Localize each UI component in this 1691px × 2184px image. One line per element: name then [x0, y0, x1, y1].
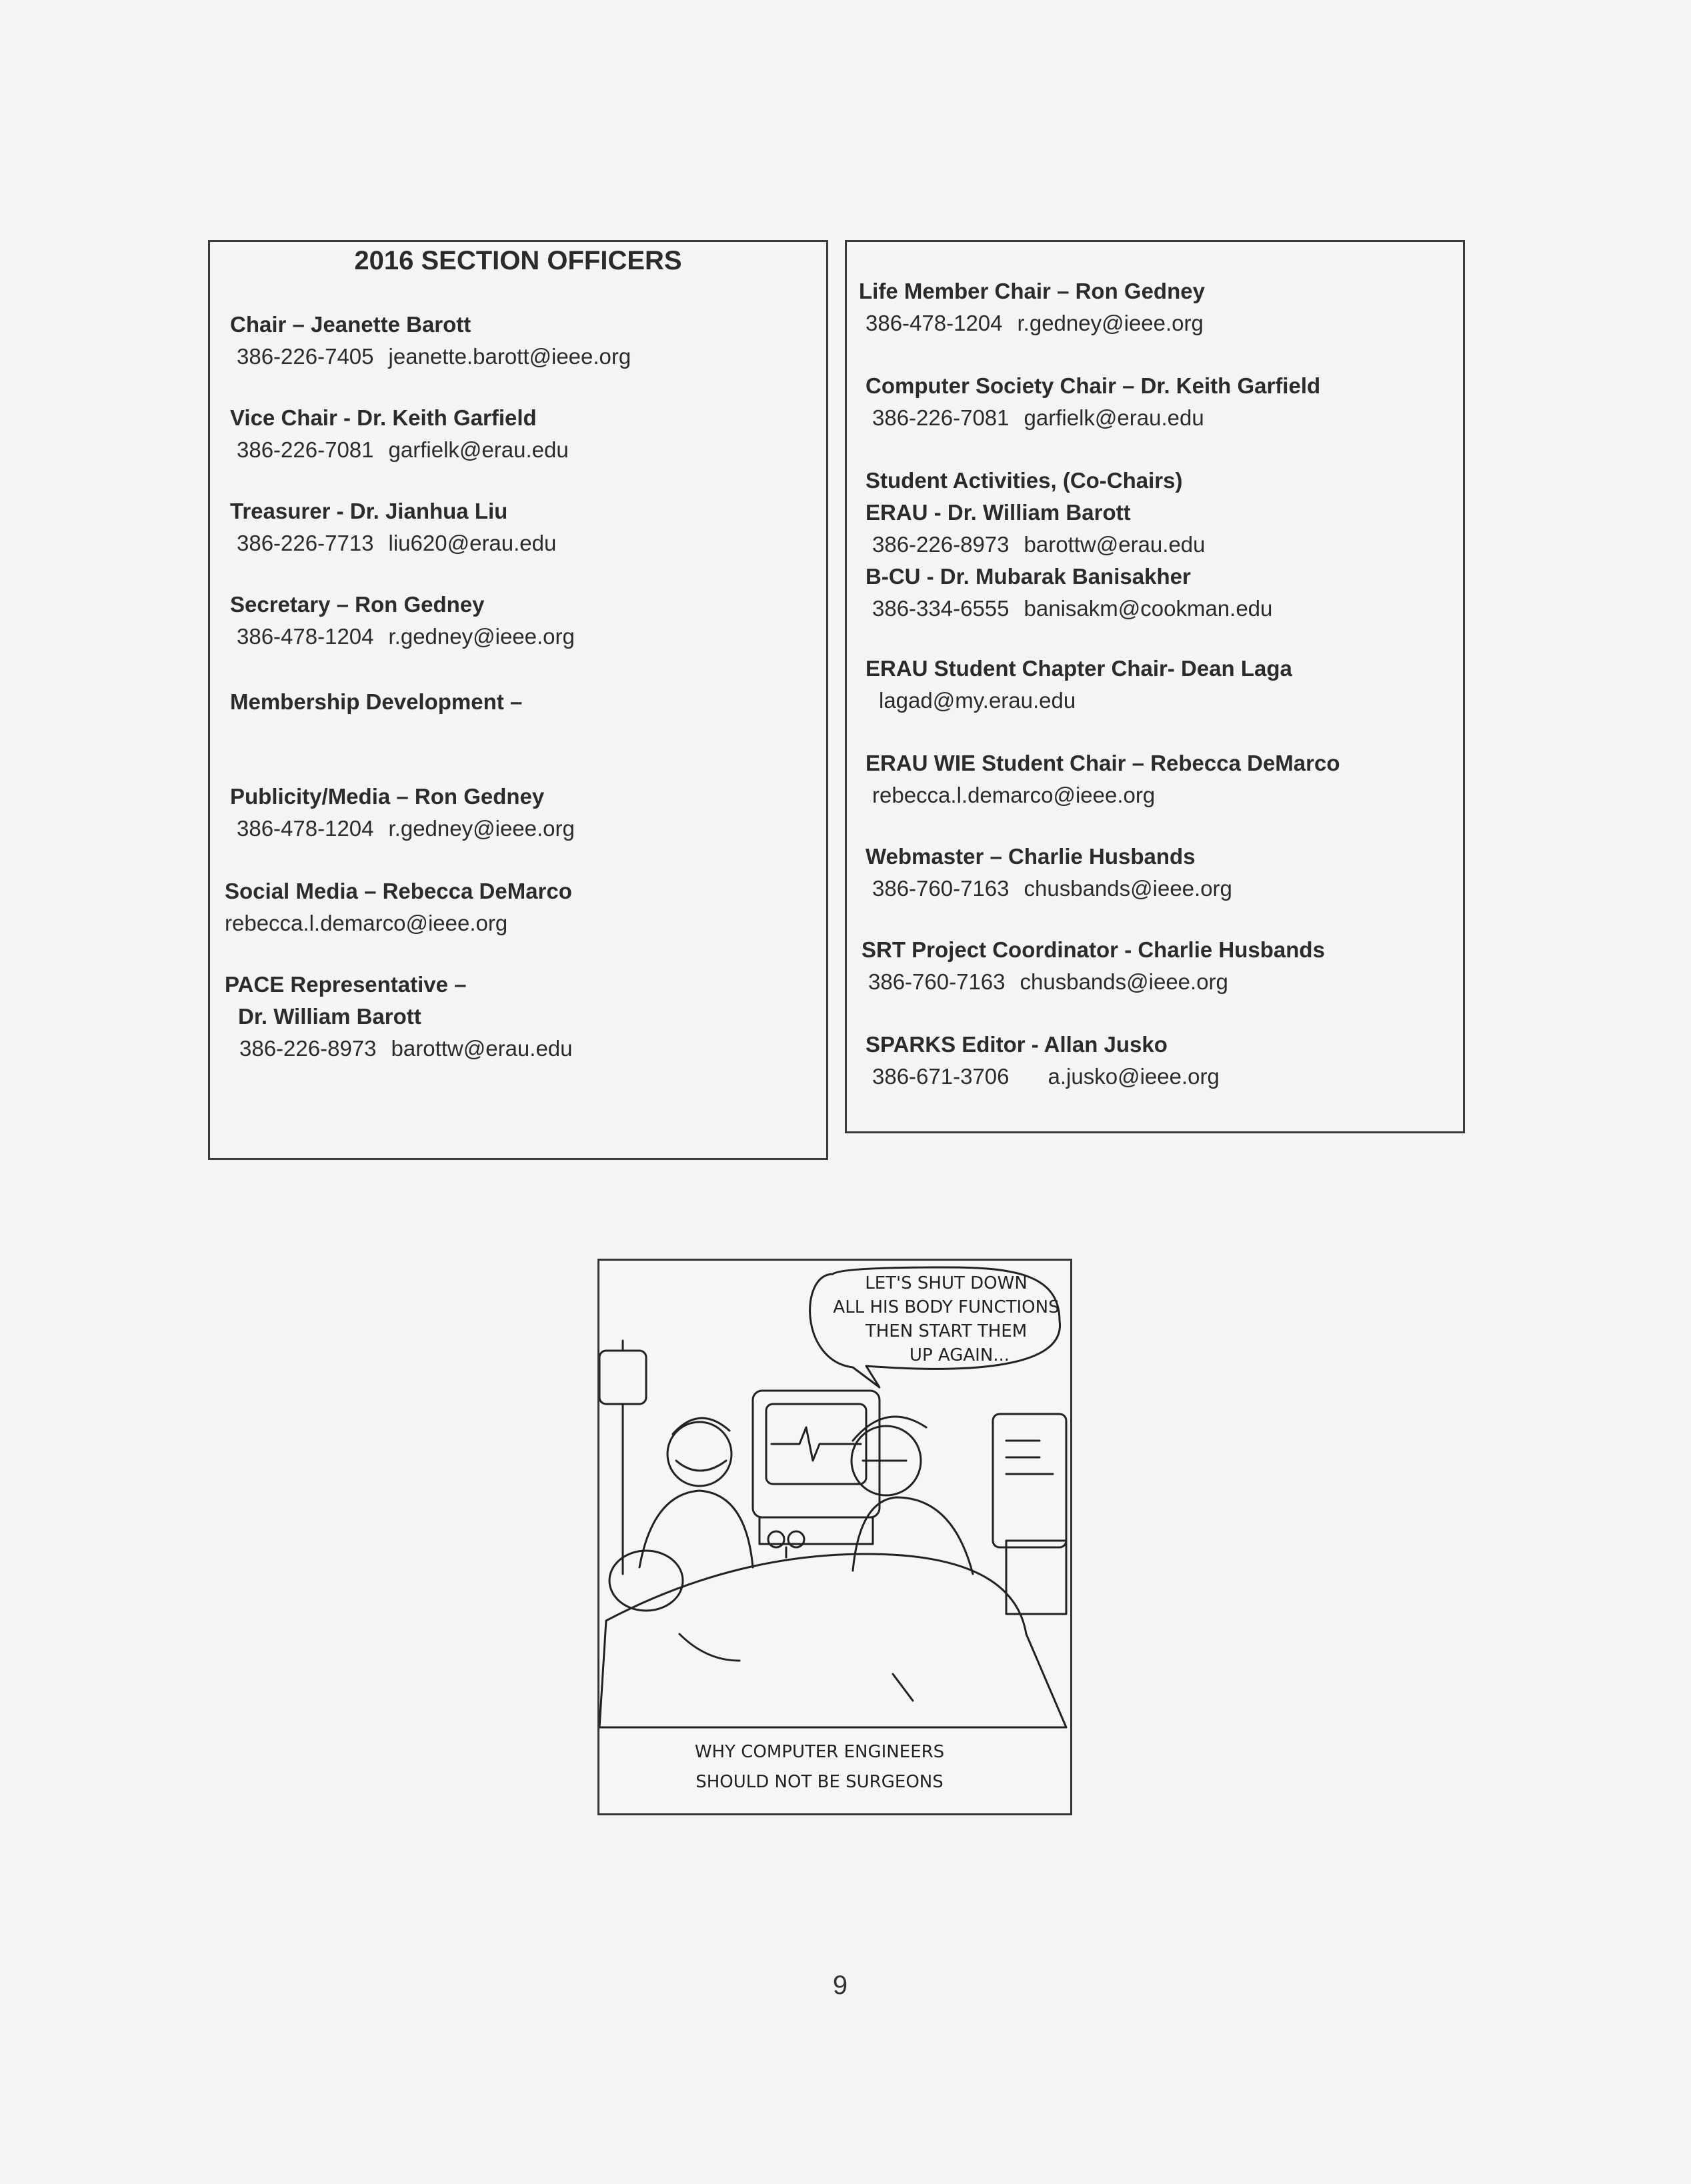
officer-heading: Life Member Chair – Ron Gedney	[859, 279, 1205, 303]
officer-phone: 386-760-7163	[872, 876, 1010, 901]
officer-phone: 386-226-7081	[872, 405, 1010, 430]
officer-heading: Webmaster – Charlie Husbands	[866, 844, 1196, 869]
officer-email: liu620@erau.edu	[388, 531, 557, 555]
officer-heading: Chair – Jeanette Barott	[230, 312, 471, 337]
surgeon-cartoon	[597, 1259, 1072, 1815]
officer-phone: 386-226-7713	[237, 531, 374, 555]
officer-entry-publicity	[230, 781, 575, 845]
officer-phone: 386-478-1204	[237, 816, 374, 841]
officer-email: jeanette.barott@ieee.org	[388, 344, 631, 369]
section-officers-title: 2016 SECTION OFFICERS	[354, 246, 682, 275]
officer-heading: Publicity/Media – Ron Gedney	[230, 784, 545, 809]
officer-email: chusbands@ieee.org	[1024, 876, 1232, 901]
officer-entry-srt	[862, 934, 1325, 998]
officer-entry-social-media	[225, 875, 572, 939]
officer-heading: Secretary – Ron Gedney	[230, 592, 485, 617]
officer-phone: 386-226-7405	[237, 344, 374, 369]
section-officers-box	[208, 240, 828, 1160]
officer-entry-pace	[225, 969, 573, 1065]
speech-line-1: LET'S SHUT DOWN	[865, 1273, 1028, 1293]
officer-heading: Computer Society Chair – Dr. Keith Garfield	[866, 373, 1321, 398]
officer-email: banisakm@cookman.edu	[1024, 596, 1273, 621]
officer-entry-student-activities	[866, 465, 1272, 625]
officer-heading: ERAU Student Chapter Chair- Dean Laga	[866, 656, 1292, 681]
officer-phone: 386-760-7163	[868, 969, 1006, 994]
officer-email: a.jusko@ieee.org	[1048, 1064, 1220, 1089]
officer-phone: 386-226-7081	[237, 437, 374, 462]
officer-email: barottw@erau.edu	[391, 1036, 573, 1061]
speech-line-4: UP AGAIN...	[909, 1345, 1010, 1365]
officer-email: barottw@erau.edu	[1024, 532, 1206, 557]
officer-heading: PACE Representative –	[225, 972, 467, 997]
officer-email: r.gedney@ieee.org	[388, 624, 575, 649]
officer-entry-life-member	[859, 275, 1205, 339]
officer-email: garfielk@erau.edu	[1024, 405, 1204, 430]
officer-email: r.gedney@ieee.org	[388, 816, 575, 841]
officer-heading: SRT Project Coordinator - Charlie Husbands	[862, 937, 1325, 962]
officer-subheading: Dr. William Barott	[238, 1004, 421, 1029]
officer-email: chusbands@ieee.org	[1020, 969, 1228, 994]
officer-phone: 386-671-3706	[872, 1064, 1010, 1089]
officer-heading: Membership Development –	[230, 689, 523, 714]
officer-entry-treasurer	[230, 495, 556, 559]
page-number: 9	[832, 1971, 848, 2000]
officer-email: rebecca.l.demarco@ieee.org	[872, 783, 1156, 807]
caption-line-1: WHY COMPUTER ENGINEERS	[694, 1742, 945, 1762]
officer-entry-computer-society	[866, 370, 1320, 434]
officer-heading: ERAU WIE Student Chair – Rebecca DeMarco	[866, 751, 1340, 775]
officer-email: rebecca.l.demarco@ieee.org	[225, 911, 508, 935]
speech-line-3: THEN START THEM	[865, 1321, 1028, 1341]
officer-heading: Social Media – Rebecca DeMarco	[225, 879, 572, 903]
speech-line-2: ALL HIS BODY FUNCTIONS	[833, 1297, 1060, 1317]
officer-heading: Vice Chair - Dr. Keith Garfield	[230, 405, 537, 430]
officer-entry-sparks-editor	[866, 1029, 1220, 1093]
officer-subheading: ERAU - Dr. William Barott	[866, 500, 1131, 525]
officer-subheading: B-CU - Dr. Mubarak Banisakher	[866, 564, 1191, 589]
officer-entry-chair	[230, 309, 631, 373]
officer-phone: 386-478-1204	[237, 624, 374, 649]
officer-phone: 386-226-8973	[872, 532, 1010, 557]
cartoon-drawing	[599, 1261, 1070, 1813]
officer-phone: 386-226-8973	[239, 1036, 377, 1061]
officer-heading: SPARKS Editor - Allan Jusko	[866, 1032, 1168, 1057]
officer-email: r.gedney@ieee.org	[1017, 311, 1204, 335]
officer-entry-vice-chair	[230, 402, 569, 466]
chairs-box	[845, 240, 1465, 1133]
officer-entry-secretary	[230, 589, 575, 653]
officer-heading: Treasurer - Dr. Jianhua Liu	[230, 499, 508, 523]
officer-email: lagad@my.erau.edu	[879, 688, 1076, 713]
officer-entry-webmaster	[866, 841, 1232, 905]
officer-entry-membership	[230, 686, 522, 718]
officer-entry-erau-student-chapter	[866, 653, 1292, 717]
officer-heading: Student Activities, (Co-Chairs)	[866, 468, 1183, 493]
officer-phone: 386-478-1204	[866, 311, 1003, 335]
officer-phone: 386-334-6555	[872, 596, 1010, 621]
caption-line-2: SHOULD NOT BE SURGEONS	[695, 1772, 944, 1792]
officer-entry-erau-wie	[866, 747, 1340, 811]
officer-email: garfielk@erau.edu	[388, 437, 569, 462]
